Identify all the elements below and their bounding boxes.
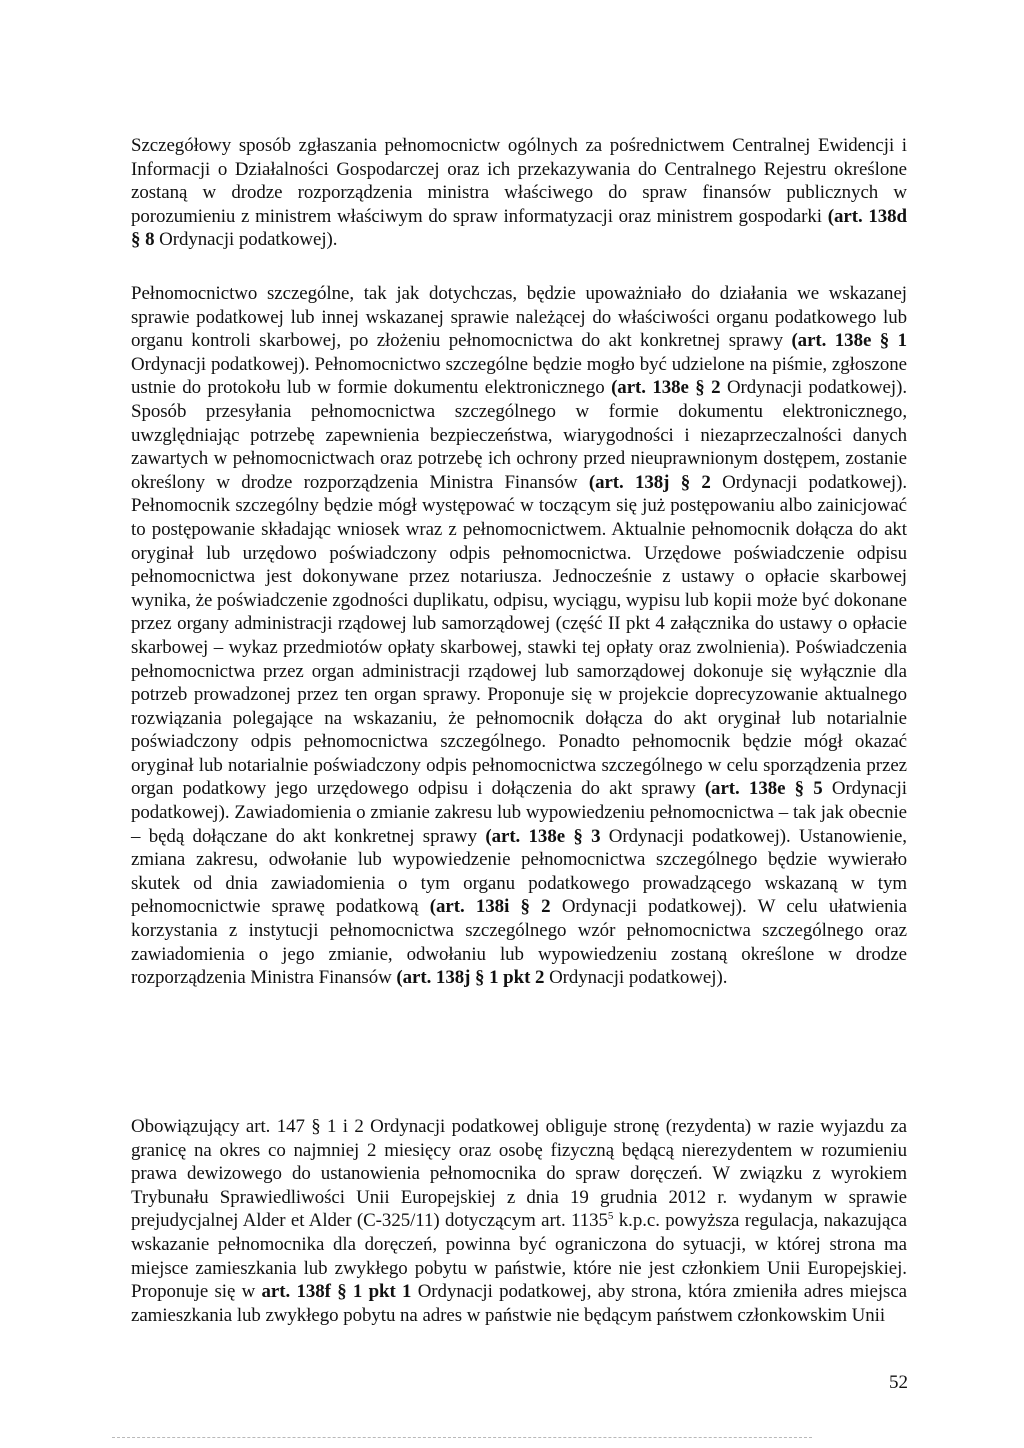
paragraph-pelnomocnictwa-ogolne — [131, 134, 907, 252]
page-number: 52 — [889, 1372, 908, 1393]
text-run: Ordynacji podatkowej). Zawiadomienia o zmianie zakresu lub wypowiedzeniu pełnomocnictwa – tak jak obecnie – będą dołączane do akt konkretnej sprawy — [131, 778, 907, 847]
text-run: Pełnomocnictwo szczególne, tak jak dotychczas, będzie upoważniało do działania we wskazanej sprawie podatkowej lub innej wskazanej sprawie należącej do właściwości organu podatkowego lub organu kontroli skarbowej, po złożeniu pełnomocnictwa do akt konkretnej sprawy — [131, 283, 907, 352]
paragraph-pelnomocnik-do-doreczen — [131, 1115, 907, 1327]
article-reference: (art. 138e § 2 — [611, 377, 721, 399]
paragraph-pelnomocnictwo-szczegolne — [131, 282, 907, 990]
superscript: 5 — [607, 1210, 614, 1223]
article-reference: (art. 138d § 8 — [131, 205, 907, 251]
article-reference: (art. 138j § 2 — [588, 471, 711, 493]
text-run: Obowiązujący art. 147 § 1 i 2 Ordynacji podatkowej obliguje stronę (rezydenta) w razie wyjazdu za granicę na okres co najmniej 2 miesięcy oraz osobę fizyczną będącą nierezydentem w rozumieniu prawa dewizowego do ustanowienia pełnomocnika do spraw doręczeń. W związku z wyrokiem Trybunału Sprawiedliwości Unii Europejskiej z dnia 19 grudnia 2012 r. wydanym w sprawie prejudycjalnej Alder et Alder (C-325/11) dotyczącym art. 1135 — [131, 1116, 907, 1232]
text-run: Szczegółowy sposób zgłaszania pełnomocnictw ogólnych za pośrednictwem Centralnej Ewidencji i Informacji o Działalności Gospodarczej oraz ich przekazywania do Centralnego Rejestru określone zostaną w drodze rozporządzenia ministra właściwego do spraw finansów publicznych w porozumieniu z ministrem właściwym do spraw informatyzacji oraz ministrem gospodarki — [131, 135, 907, 227]
text-run: k.p.c. powyższa regulacja, nakazująca wskazanie pełnomocnika dla doręczeń, powinna być ograniczona do sytuacji, w której strona ma miejsce zamieszkania lub zwykłego pobytu w państwie, które nie jest członkiem Unii Europejskiej. Proponuje się w — [131, 1210, 907, 1303]
text-run: Ordynacji podatkowej). Pełnomocnik szczególny będzie mógł występować w toczącym się już postępowaniu albo zainicjować to postępowanie składając wniosek wraz z pełnomocnictwem. Aktualnie pełnomocnik dołącza do akt oryginał lub urzędowo poświadczony odpis pełnomocnictwa. Urzędowe poświadczenie odpisu pełnomocnictwa jest dokonywane przez notariusza. Jednocześnie z ustawy o opłacie skarbowej wynika, że poświadczenie zgodności duplikatu, odpisu, wyciągu, wypisu lub kopii może być dokonane przez organy administracji rządowej lub samorządowej (część II pkt 4 załącznika do ustawy o opłacie skarbowej – wykaz przedmiotów opłaty skarbowej, stawki tej opłaty oraz zwolnienia). Poświadczenia pełnomocnictwa przez organ administracji rządowej lub samorządowej dokonuje się wyłącznie dla potrzeb prowadzonej przez ten organ sprawy. Proponuje się w projekcie doprecyzowanie aktualnego rozwiązania polegające na wskazaniu, że pełnomocnik dołącza do akt oryginał lub notarialnie poświadczony odpis pełnomocnictwa szczególnego. Ponadto pełnomocnik będzie mógł okazać oryginał lub notarialnie poświadczony odpis pełnomocnictwa szczególnego w celu sporządzenia przez organ podatkowy jego urzędowego odpisu i dołączenia do akt sprawy — [131, 471, 908, 800]
text-run: Ordynacji podatkowej). Ustanowienie, zmiana zakresu, odwołanie lub wypowiedzenie pełnomocnictwa szczególnego będzie wywierało skutek od dnia zawiadomienia o tym organu podatkowego prowadzącego wskazaną w tym pełnomocnictwie sprawę podatkową — [131, 825, 907, 918]
text-run: Ordynacji podatkowej). W celu ułatwienia korzystania z instytucji pełnomocnictwa szczególnego wzór pełnomocnictwa szczególnego oraz zawiadomienia o jego zmianie, odwołaniu lub wypowiedzeniu zostaną określone w drodze rozporządzenia Ministra Finansów — [131, 896, 908, 989]
article-reference: (art. 138j § 1 pkt 2 — [396, 967, 545, 989]
article-reference: (art. 138i § 2 — [429, 896, 551, 918]
scan-artifact-line — [112, 1437, 812, 1438]
text-run: Ordynacji podatkowej). Pełnomocnictwo szczególne będzie mogło być udzielone na piśmie, zgłoszone ustnie do protokołu lub w formie dokumentu elektronicznego — [131, 353, 907, 399]
article-reference: (art. 138e § 1 — [791, 330, 907, 352]
article-reference: art. 138f § 1 pkt 1 — [261, 1281, 412, 1303]
text-run: Ordynacji podatkowej). — [544, 967, 728, 989]
text-run: Ordynacji podatkowej). Sposób przesyłania pełnomocnictwa szczególnego w formie dokumentu elektronicznego, uwzględniając potrzebę zapewnienia bezpieczeństwa, wiarygodności i niezaprzeczalności danych zawartych w pełnomocnictwach oraz potrzebę ich ochrony przed nieuprawnionym dostępem, zostanie określony w drodze rozporządzenia Ministra Finansów — [131, 377, 908, 493]
article-reference: (art. 138e § 5 — [704, 778, 823, 800]
text-run: Ordynacji podatkowej). — [154, 229, 338, 251]
article-reference: (art. 138e § 3 — [485, 825, 601, 847]
text-run: Ordynacji podatkowej, aby strona, która zmieniła adres miejsca zamieszkania lub zwykłego pobytu na adres w państwie nie będącym państwem członkowskim Unii — [131, 1281, 907, 1326]
